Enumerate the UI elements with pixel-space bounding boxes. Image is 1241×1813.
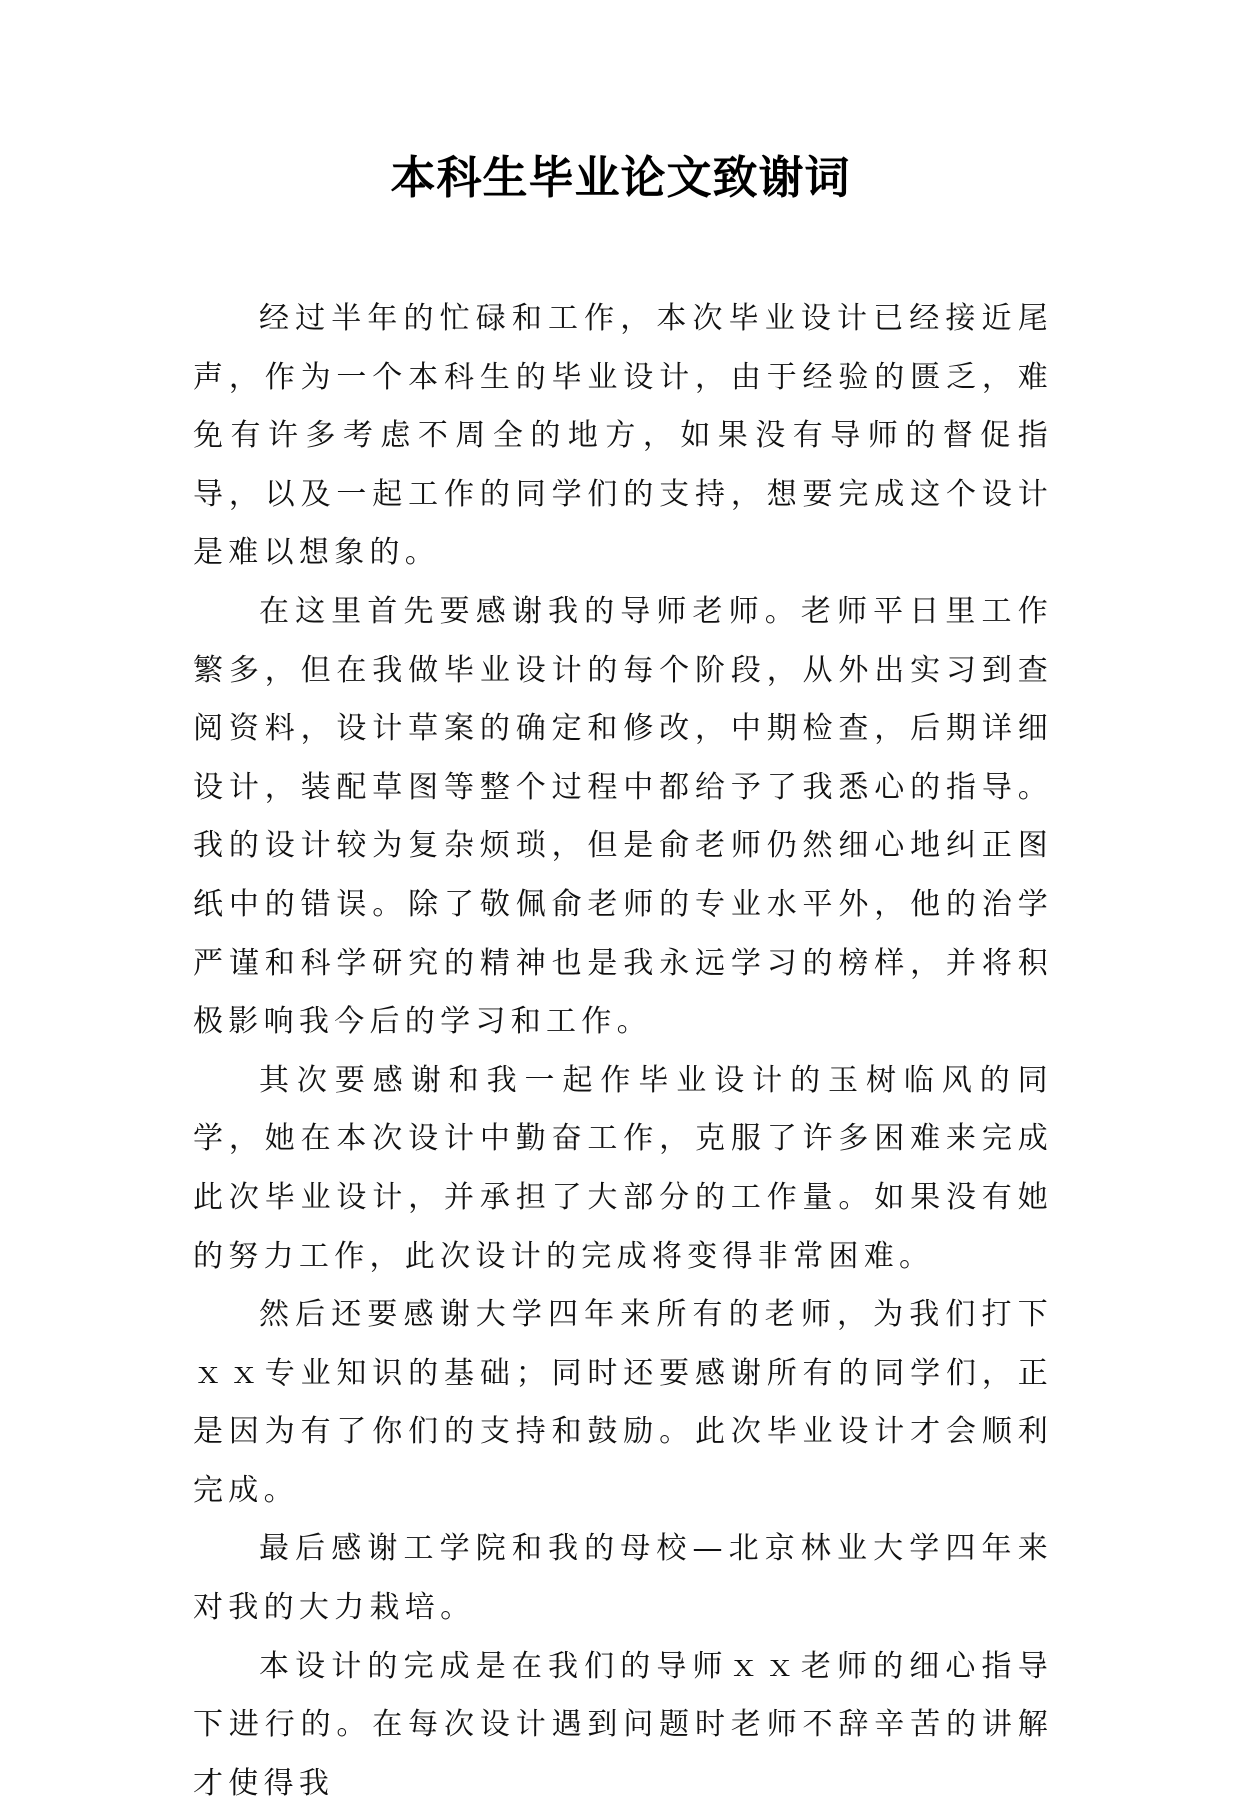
- paragraph: 然后还要感谢大学四年来所有的老师，为我们打下ｘｘ专业知识的基础；同时还要感谢所有的同学们，正是因为有了你们的支持和鼓励。此次毕业设计才会顺利完成。: [193, 1297, 1053, 1508]
- paragraph: 其次要感谢和我一起作毕业设计的玉树临风的同学，她在本次设计中勤奋工作，克服了许多困难来完成此次毕业设计，并承担了大部分的工作量。如果没有她的努力工作，此次设计的完成将变得非常困难。: [193, 1062, 1053, 1274]
- paragraph: 本设计的完成是在我们的导师ｘｘ老师的细心指导下进行的。在每次设计遇到问题时老师不辞辛苦的讲解才使得我: [193, 1648, 1053, 1801]
- document-body: [193, 290, 1053, 1813]
- page-title: 本科生毕业论文致谢词: [390, 151, 851, 204]
- paragraph: 最后感谢工学院和我的母校—北京林业大学四年来对我的大力栽培。: [193, 1531, 1053, 1626]
- paragraph: 在这里首先要感谢我的导师老师。老师平日里工作繁多，但在我做毕业设计的每个阶段，从外出实习到查阅资料，设计草案的确定和修改，中期检查，后期详细设计，装配草图等整个过程中都给予了我悉心的指导。我的设计较为复杂烦琐，但是俞老师仍然细心地纠正图纸中的错误。除了敬佩俞老师的专业水平外，他的治学严谨和科学研究的精神也是我永远学习的榜样，并将积极影响我今后的学习和工作。: [193, 593, 1053, 1040]
- paragraph: 经过半年的忙碌和工作，本次毕业设计已经接近尾声，作为一个本科生的毕业设计，由于经验的匮乏，难免有许多考虑不周全的地方，如果没有导师的督促指导，以及一起工作的同学们的支持，想要完成这个设计是难以想象的。: [193, 301, 1053, 571]
